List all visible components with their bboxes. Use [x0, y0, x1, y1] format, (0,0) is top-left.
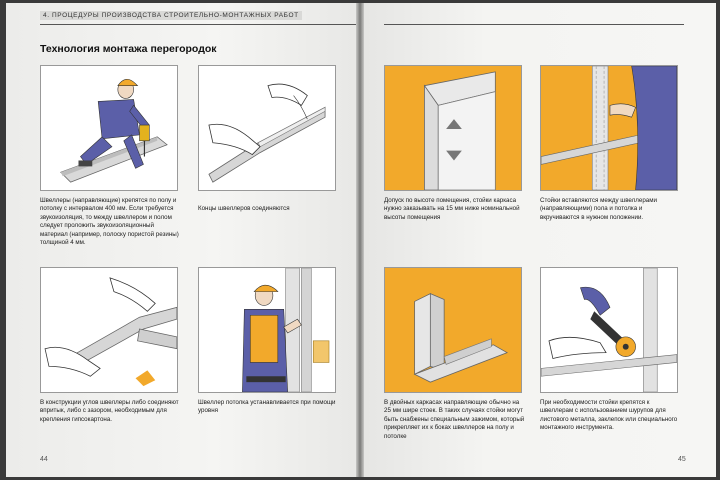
illustration-worker-level: [198, 267, 336, 393]
chapter-header: [40, 12, 356, 25]
illustration-worker-drilling: [40, 65, 178, 191]
caption-6: Швеллер потолка устанавливается при помощи уровня: [198, 399, 336, 415]
illustration-stud-insert: [540, 65, 678, 191]
worker-drilling-drawing: [41, 66, 177, 190]
page-number-left: 44: [40, 456, 48, 463]
book-spine: [356, 3, 364, 477]
page-number-right: 45: [678, 456, 686, 463]
illustration-rivet-tool: [540, 267, 678, 393]
section-title: Технология монтажа перегородок: [40, 43, 217, 55]
rivet-tool-drawing: [541, 268, 677, 392]
caption-8: При необходимости стойки крепятся к швеллерам с использованием шурупов для листового металла, заклепок или специального монтажного инструмента.: [540, 399, 678, 432]
caption-7: В двойных каркасах направляющие обычно на 25 мм шире стоек. В таких случаях стойки могут быть снабжены специальным зажимом, который прикрепляет их к боках швеллеров на полу и потолке: [384, 399, 525, 440]
stud-tolerance-drawing: [385, 66, 521, 190]
caption-4: Стойки вставляются между швеллерами (направляющими) пола и потолка и вкручиваются в нужном положении.: [540, 197, 657, 221]
right-header-rule: [384, 17, 684, 25]
chapter-title: 4. ПРОЦЕДУРЫ ПРОИЗВОДСТВА СТРОИТЕЛЬНО-МОНТАЖНЫХ РАБОТ: [40, 11, 302, 20]
illustration-double-frame: [384, 267, 522, 393]
illustration-corner-joint: [40, 267, 178, 393]
left-page: [6, 3, 356, 477]
caption-3: Допуск по высоте помещения, стойки каркаса нужно заказывать на 15 мм ниже номинальной высоты помещения: [384, 197, 520, 221]
channel-ends-drawing: [199, 66, 335, 190]
caption-1: Швеллеры (направляющие) крепятся по полу и потолку с интервалом 400 мм. Если требуется звукоизоляция, то между швеллером и полом следует проложить звукоизоляционный материал (например, полоску пористой резины) толщиной 4 мм.: [40, 197, 179, 247]
corner-joint-drawing: [41, 268, 177, 392]
stud-insert-drawing: [541, 66, 677, 190]
double-frame-drawing: [385, 268, 521, 392]
worker-level-drawing: [199, 268, 335, 392]
right-page: [364, 3, 716, 477]
caption-2: Концы швеллеров соединяются: [198, 205, 290, 212]
caption-5: В конструкции углов швеллеры либо соединяют впритык, либо с зазором, необходимым для крепления гипсокартона.: [40, 399, 179, 423]
illustration-stud-tolerance: [384, 65, 522, 191]
illustration-channel-ends: [198, 65, 336, 191]
